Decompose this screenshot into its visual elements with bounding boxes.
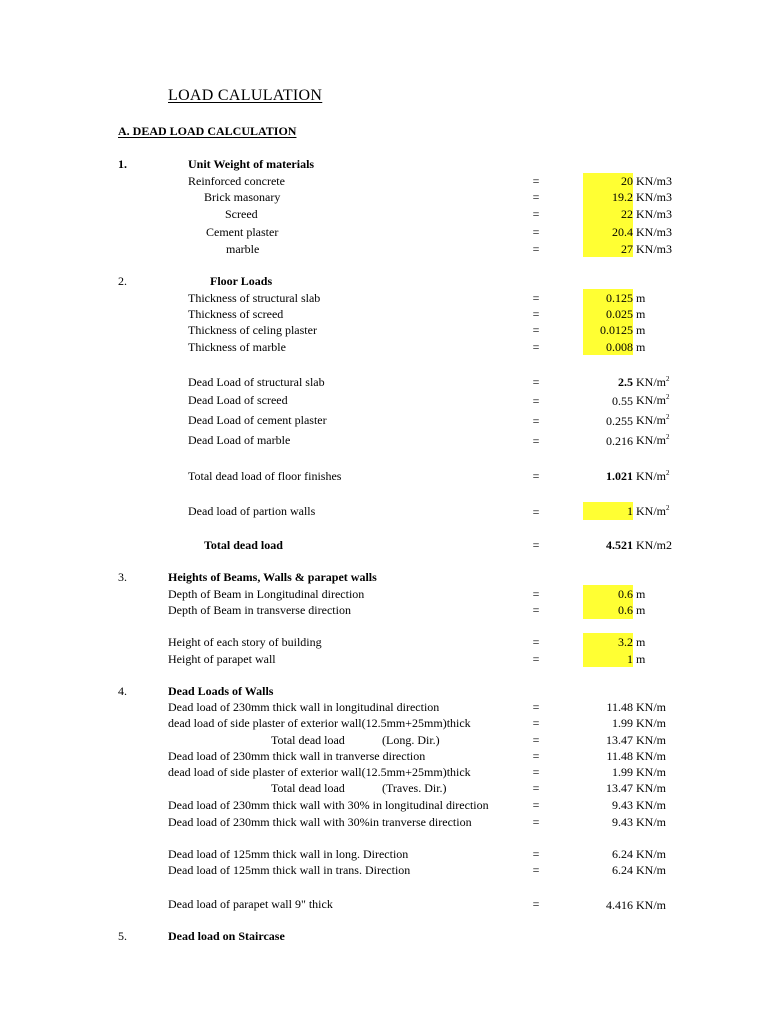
- cell-unit: KN/m: [636, 863, 666, 877]
- unit-text: KN/m: [636, 469, 666, 483]
- cell-unit: [636, 393, 670, 407]
- cell-value[interactable]: 0.6: [618, 603, 633, 617]
- cell-unit: KN/m3: [636, 242, 672, 256]
- equals-sign: =: [532, 242, 540, 256]
- equals-sign: =: [532, 733, 540, 747]
- equals-sign: =: [532, 307, 540, 321]
- row-label: Thickness of structural slab: [188, 291, 321, 305]
- row-label: Thickness of celing plaster: [188, 323, 317, 337]
- cell-unit: m: [636, 635, 646, 649]
- equals-sign: =: [532, 225, 540, 239]
- cell-value[interactable]: 4.521: [606, 538, 633, 552]
- cell-unit: KN/m3: [636, 207, 672, 221]
- cell-unit: KN/m: [636, 716, 666, 730]
- cell-unit: KN/m3: [636, 225, 672, 239]
- section-3-number: 3.: [118, 570, 127, 584]
- unit-text: KN/m: [636, 393, 666, 407]
- section-2-heading: Floor Loads: [210, 274, 273, 288]
- cell-value[interactable]: 0.6: [618, 587, 633, 601]
- equals-sign: =: [532, 765, 540, 779]
- row-label: Dead Load of structural slab: [188, 375, 325, 389]
- equals-sign: =: [532, 469, 540, 483]
- cell-unit: KN/m: [636, 815, 666, 829]
- direction-label: (Traves. Dir.): [382, 781, 447, 795]
- cell-value[interactable]: 2.5: [618, 375, 633, 389]
- equals-sign: =: [532, 781, 540, 795]
- cell-value[interactable]: 27: [621, 242, 633, 256]
- unit-text: KN/m: [636, 433, 666, 447]
- row-label: Total dead load: [204, 538, 283, 552]
- cell-unit: KN/m: [636, 898, 666, 912]
- equals-sign: =: [532, 749, 540, 763]
- row-label: Dead load of 125mm thick wall in long. Direction: [168, 847, 409, 861]
- cell-value[interactable]: 0.008: [606, 340, 633, 354]
- cell-unit: m: [636, 652, 646, 666]
- row-label: Screed: [225, 207, 258, 221]
- cell-value[interactable]: 9.43: [612, 815, 633, 829]
- cell-value[interactable]: 1: [583, 502, 633, 520]
- cell-unit: [636, 469, 670, 483]
- cell-value[interactable]: 9.43: [612, 798, 633, 812]
- row-label: Total dead load of floor finishes: [188, 469, 342, 483]
- cell-value[interactable]: 1.99: [612, 716, 633, 730]
- equals-sign: =: [532, 190, 540, 204]
- cell-unit: KN/m: [636, 781, 666, 795]
- unit-superscript: 2: [666, 393, 670, 401]
- section-5-number: 5.: [118, 929, 127, 943]
- cell-unit: KN/m: [636, 847, 666, 861]
- unit-superscript: 2: [666, 375, 670, 383]
- page-title: LOAD CALULATION: [168, 87, 323, 104]
- row-label: Depth of Beam in Longitudinal direction: [168, 587, 365, 601]
- equals-sign: =: [532, 603, 540, 617]
- equals-sign: =: [532, 798, 540, 812]
- equals-sign: =: [532, 340, 540, 354]
- equals-sign: =: [532, 897, 540, 911]
- cell-value[interactable]: 0.025: [606, 307, 633, 321]
- row-label: Dead Load of screed: [188, 393, 288, 407]
- cell-value[interactable]: 22: [621, 207, 633, 221]
- equals-sign: =: [532, 587, 540, 601]
- cell-value[interactable]: 20.4: [612, 225, 633, 239]
- unit-superscript: 2: [666, 504, 670, 512]
- row-label: Dead Load of marble: [188, 433, 291, 447]
- equals-sign: =: [532, 815, 540, 829]
- equals-sign: =: [532, 434, 540, 448]
- equals-sign: =: [532, 375, 540, 389]
- cell-unit: m: [636, 291, 646, 305]
- equals-sign: =: [532, 291, 540, 305]
- unit-text: KN/m: [636, 375, 666, 389]
- row-label: Height of each story of building: [168, 635, 322, 649]
- equals-sign: =: [532, 174, 540, 188]
- cell-value[interactable]: 13.47: [606, 781, 633, 795]
- cell-value[interactable]: 19.2: [612, 190, 633, 204]
- cell-value[interactable]: 1.021: [606, 469, 633, 483]
- cell-value[interactable]: 6.24: [612, 863, 633, 877]
- cell-unit: KN/m: [636, 798, 666, 812]
- cell-value[interactable]: 0.216: [606, 434, 633, 448]
- cell-value[interactable]: 11.48: [606, 749, 633, 763]
- row-label: dead load of side plaster of exterior wall(12.5mm+25mm)thick: [168, 716, 471, 730]
- equals-sign: =: [532, 716, 540, 730]
- section-3-heading: Heights of Beams, Walls & parapet walls: [168, 570, 377, 584]
- cell-unit: m: [636, 323, 646, 337]
- cell-value[interactable]: 13.47: [606, 733, 633, 747]
- cell-unit: KN/m2: [636, 538, 672, 552]
- row-label: Dead Load of cement plaster: [188, 413, 327, 427]
- unit-superscript: 2: [666, 469, 670, 477]
- equals-sign: =: [532, 652, 540, 666]
- section-1-heading: Unit Weight of materials: [188, 157, 315, 171]
- cell-value[interactable]: 4.416: [606, 898, 633, 912]
- row-label: Cement plaster: [206, 225, 279, 239]
- cell-unit: [636, 413, 670, 427]
- cell-unit: m: [636, 587, 646, 601]
- equals-sign: =: [532, 505, 540, 519]
- section-5-heading: Dead load on Staircase: [168, 929, 285, 943]
- equals-sign: =: [532, 323, 540, 337]
- cell-unit: [636, 375, 670, 389]
- cell-unit: KN/m: [636, 733, 666, 747]
- cell-unit: KN/m3: [636, 190, 672, 204]
- row-label: Total dead load: [271, 733, 345, 747]
- unit-text: KN/m: [636, 504, 666, 518]
- cell-unit: [636, 433, 670, 447]
- cell-unit: m: [636, 603, 646, 617]
- section-4-heading: Dead Loads of Walls: [168, 684, 274, 698]
- cell-value[interactable]: 1: [627, 652, 633, 666]
- row-label: Dead load of 230mm thick wall with 30%in tranverse direction: [168, 815, 472, 829]
- equals-sign: =: [532, 538, 540, 552]
- direction-label: (Long. Dir.): [382, 733, 440, 747]
- equals-sign: =: [532, 414, 540, 428]
- row-label: Dead load of 230mm thick wall in longitudinal direction: [168, 700, 440, 714]
- unit-text: KN/m: [636, 413, 666, 427]
- cell-value[interactable]: 0.125: [606, 291, 633, 305]
- row-label: Thickness of screed: [188, 307, 284, 321]
- row-label: Reinforced concrete: [188, 174, 285, 188]
- row-label: Dead load of 230mm thick wall in tranverse direction: [168, 749, 426, 763]
- row-label: marble: [226, 242, 260, 256]
- section-2-number: 2.: [118, 274, 127, 288]
- row-label: Height of parapet wall: [168, 652, 276, 666]
- cell-value[interactable]: 11.48: [606, 700, 633, 714]
- cell-unit: KN/m3: [636, 174, 672, 188]
- row-label: Dead load of parapet wall 9" thick: [168, 897, 333, 911]
- row-label: Dead load of 125mm thick wall in trans. Direction: [168, 863, 411, 877]
- unit-superscript: 2: [666, 413, 670, 421]
- equals-sign: =: [532, 635, 540, 649]
- equals-sign: =: [532, 863, 540, 877]
- section-a-heading: A. DEAD LOAD CALCULATION: [118, 124, 297, 138]
- row-label: Dead load of partion walls: [188, 504, 316, 518]
- cell-value[interactable]: 0.55: [612, 394, 633, 408]
- equals-sign: =: [532, 700, 540, 714]
- cell-unit: KN/m: [636, 700, 666, 714]
- equals-sign: =: [532, 394, 540, 408]
- cell-unit: KN/m: [636, 749, 666, 763]
- row-label: Thickness of marble: [188, 340, 286, 354]
- cell-unit: [636, 504, 670, 518]
- section-4-number: 4.: [118, 684, 127, 698]
- cell-value[interactable]: 20: [621, 174, 633, 188]
- cell-unit: m: [636, 307, 646, 321]
- cell-value[interactable]: 1.99: [612, 765, 633, 779]
- row-label: Total dead load: [271, 781, 345, 795]
- cell-unit: m: [636, 340, 646, 354]
- cell-value[interactable]: 6.24: [612, 847, 633, 861]
- cell-value[interactable]: 0.255: [606, 414, 633, 428]
- section-1-number: 1.: [118, 157, 127, 171]
- row-label: dead load of side plaster of exterior wall(12.5mm+25mm)thick: [168, 765, 471, 779]
- cell-value[interactable]: 0.0125: [600, 323, 633, 337]
- unit-superscript: 2: [666, 433, 670, 441]
- equals-sign: =: [532, 847, 540, 861]
- row-label: Depth of Beam in transverse direction: [168, 603, 351, 617]
- row-label: Dead load of 230mm thick wall with 30% in longitudinal direction: [168, 798, 489, 812]
- cell-unit: KN/m: [636, 765, 666, 779]
- row-label: Brick masonary: [204, 190, 281, 204]
- equals-sign: =: [532, 207, 540, 221]
- cell-value[interactable]: 3.2: [618, 635, 633, 649]
